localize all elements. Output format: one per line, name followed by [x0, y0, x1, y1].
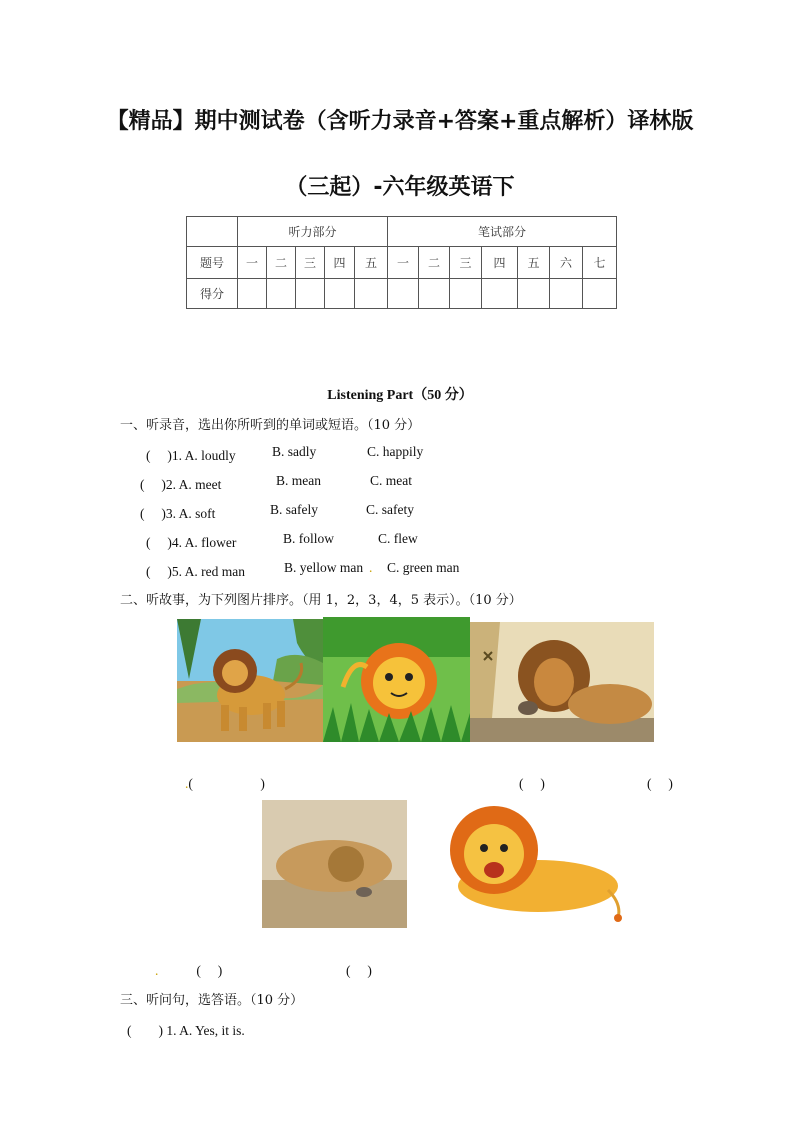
document-subtitle: （三起）-六年级英语下: [285, 175, 515, 200]
col-writing: 五: [518, 247, 550, 279]
col-listening: 二: [267, 247, 296, 279]
col-listening: 四: [325, 247, 355, 279]
q1-stem: ( )1. A. loudly: [146, 448, 236, 463]
score-cell: [325, 279, 355, 309]
lion-in-grass-picture: [323, 617, 470, 742]
col-listening: 五: [355, 247, 388, 279]
q5-option-c: C. green man: [387, 560, 460, 575]
document-title: 【精品】期中测试卷（含听力录音+答案+重点解析）译林版: [106, 109, 694, 134]
score-table: [186, 216, 617, 309]
q1-option-c: C. happily: [367, 444, 424, 459]
col-writing: 四: [482, 247, 518, 279]
picture-order-blank-1[interactable]: [185, 772, 265, 792]
col-writing: 二: [419, 247, 450, 279]
col-writing: 一: [388, 247, 419, 279]
score-cell: [238, 279, 267, 309]
listening-header: 听力部分: [238, 217, 388, 247]
score-table-corner: [187, 217, 238, 247]
picture-order-blank-4[interactable]: [155, 959, 222, 979]
q1-option-b: B. sadly: [272, 444, 317, 459]
part1-heading: 一、听录音，选出你所听到的单词或短语。（10 分）: [120, 418, 421, 433]
q5-stem: ( )5. A. red man: [146, 564, 245, 579]
score-cell: [388, 279, 419, 309]
part3-question-1: ( ) 1. A. Yes, it is.: [127, 1023, 245, 1038]
row-label-score: 得分: [187, 279, 238, 309]
blank-text: ( ): [188, 776, 265, 791]
score-cell: [267, 279, 296, 309]
q3-option-c: C. safety: [366, 502, 414, 517]
score-cell: [355, 279, 388, 309]
stray-dot: .: [155, 963, 159, 978]
part2-heading: 二、听故事，为下列图片排序。（用 1，2，3，4，5 表示）。（10 分）: [120, 593, 522, 608]
stray-dot: .: [369, 560, 373, 575]
part3-heading: 三、听问句，选答语。（10 分）: [120, 993, 304, 1008]
col-writing: 七: [583, 247, 617, 279]
q5-option-b: B. yellow man: [284, 560, 364, 575]
col-writing: 三: [450, 247, 482, 279]
blank-text: ( ): [196, 963, 223, 978]
col-writing: 六: [550, 247, 583, 279]
score-cell: [518, 279, 550, 309]
score-cell: [450, 279, 482, 309]
lion-and-mouse-picture: [470, 622, 654, 742]
col-listening: 三: [296, 247, 325, 279]
score-cell: [482, 279, 518, 309]
q3-stem: ( )3. A. soft: [140, 506, 216, 521]
sleeping-lion-picture: [262, 800, 407, 928]
score-cell: [550, 279, 583, 309]
stray-dot: .: [185, 776, 189, 791]
q2-option-b: B. mean: [276, 473, 321, 488]
q4-option-c: C. flew: [378, 531, 418, 546]
q2-option-c: C. meat: [370, 473, 412, 488]
score-cell: [583, 279, 617, 309]
section-title: Listening Part（50 分）: [327, 388, 473, 403]
q4-option-b: B. follow: [283, 531, 335, 546]
picture-order-blank-3[interactable]: ( ): [647, 776, 673, 791]
score-cell: [296, 279, 325, 309]
col-listening: 一: [238, 247, 267, 279]
picture-order-blank-5[interactable]: ( ): [346, 963, 372, 978]
q3-option-b: B. safely: [270, 502, 318, 517]
picture-order-blank-2[interactable]: ( ): [519, 776, 545, 791]
row-label-number: 题号: [187, 247, 238, 279]
writing-header: 笔试部分: [388, 217, 617, 247]
lion-walking-picture: [177, 619, 323, 742]
score-cell: [419, 279, 450, 309]
cartoon-lion-lying-picture: [428, 800, 628, 924]
q2-stem: ( )2. A. meet: [140, 477, 222, 492]
q4-stem: ( )4. A. flower: [146, 535, 237, 550]
